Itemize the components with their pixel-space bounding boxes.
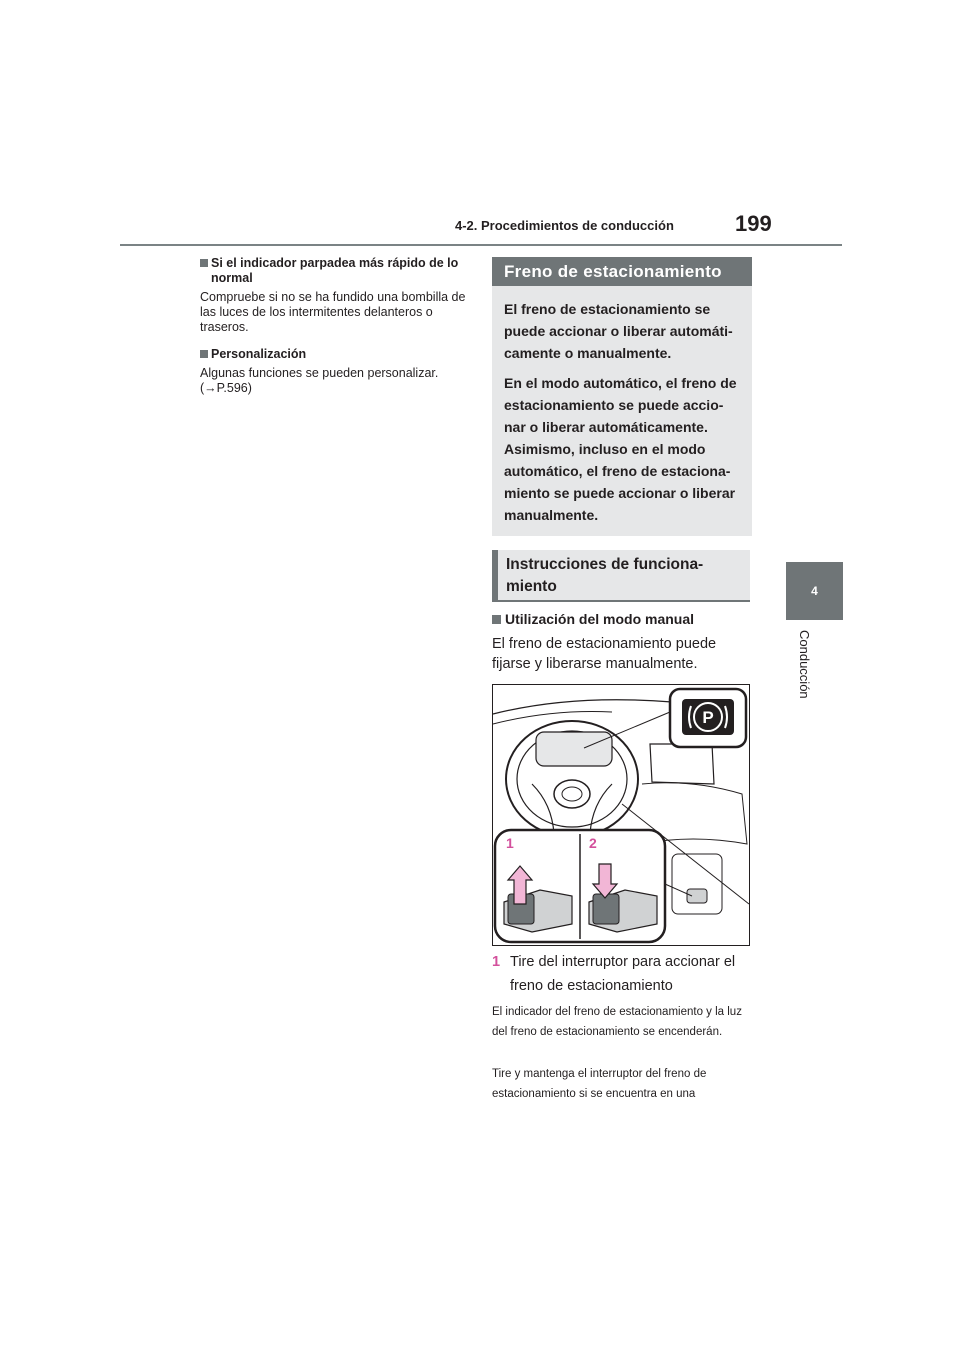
intro-paragraph-2: En el modo automático, el freno de estacionamiento se puede accio-nar o liberar automáticamente. Asimismo, incluso en el modo automático, el freno de estaciona-miento se puede accionar o liberar manualmente. <box>504 375 737 523</box>
page-number: 199 <box>735 211 772 236</box>
manual-mode-heading-text: Utilización del modo manual <box>505 611 695 627</box>
intro-paragraph-1: El freno de estacionamiento se puede accionar o liberar automáti-camente o manualmente. <box>504 301 733 361</box>
chapter-tab-number: 4 <box>786 562 843 620</box>
note-1: El indicador del freno de estacionamiento y la luz del freno de estacionamiento se encenderán. <box>492 1006 742 1038</box>
p-symbol: P <box>702 708 714 727</box>
manual-mode-heading <box>492 611 694 627</box>
left-heading-2 <box>200 347 468 362</box>
parking-brake-illustration <box>492 684 750 946</box>
instructions-heading <box>492 550 750 602</box>
section-header: 4-2. Procedimientos de conducción <box>455 218 674 233</box>
step-1-text: Tire del interruptor para accionar el freno de estacionamiento <box>510 954 736 994</box>
callout-2: 2 <box>589 835 597 851</box>
square-bullet-icon <box>200 350 208 358</box>
note-2: Tire y mantenga el interruptor del freno de estacionamiento si se encuentra en una <box>492 1068 707 1100</box>
square-bullet-icon <box>200 259 208 267</box>
header-divider <box>120 244 842 246</box>
left-heading-1 <box>200 256 468 286</box>
left-body-1: Compruebe si no se ha fundido una bombilla de las luces de los intermitentes delanteros o traseros. <box>200 290 466 334</box>
instructions-heading-line-1: Instrucciones de funciona- <box>506 556 704 573</box>
callout-1: 1 <box>506 835 514 851</box>
chapter-tab-label: Conducción <box>797 630 812 699</box>
left-heading-1-text: Si el indicador parpadea más rápido de lo normal <box>211 256 459 285</box>
left-body-2: Algunas funciones se pueden personalizar. (→P.596) <box>200 366 439 395</box>
intro-box <box>492 286 752 536</box>
left-heading-2-text: Personalización <box>211 347 307 361</box>
square-bullet-icon <box>492 615 501 624</box>
step-1 <box>492 950 752 998</box>
instructions-heading-line-2: miento <box>506 578 557 595</box>
left-column <box>200 256 468 408</box>
parking-brake-intro <box>492 257 752 536</box>
section-title: Freno de estacionamiento <box>492 257 752 286</box>
manual-mode-paragraph: El freno de estacionamiento puede fijarse y liberarse manualmente. <box>492 636 717 672</box>
step-1-number: 1 <box>492 954 501 970</box>
